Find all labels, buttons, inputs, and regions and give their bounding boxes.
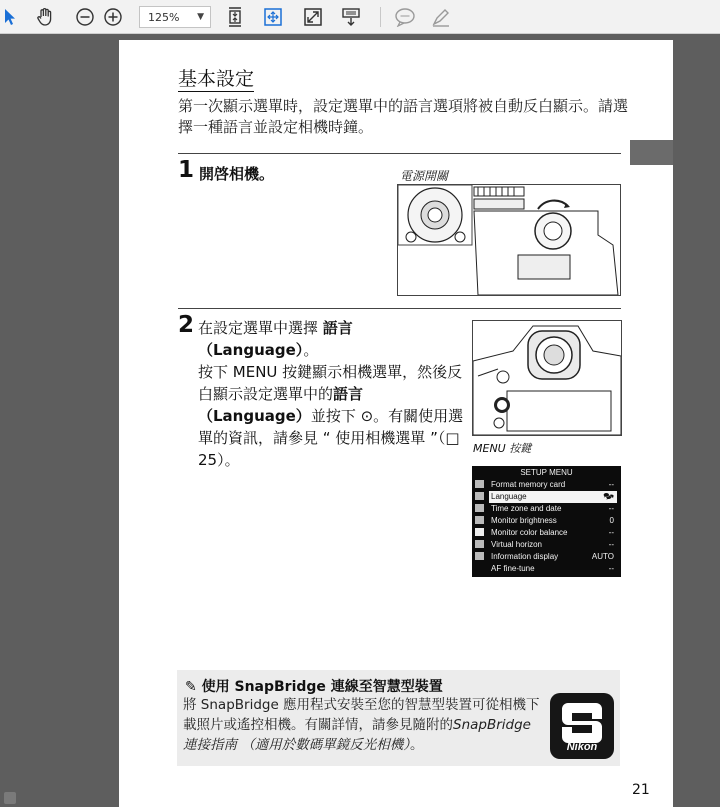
step-2-block	[198, 317, 466, 471]
setup-tab-icon	[475, 528, 484, 536]
menu-row-value: --	[608, 528, 614, 537]
zoom-in-icon[interactable]	[102, 0, 124, 34]
divider	[178, 153, 621, 154]
language-english-bold: （Language）	[198, 341, 304, 359]
note-body	[183, 695, 543, 755]
menu-row	[489, 539, 617, 551]
zoom-out-icon[interactable]	[74, 0, 96, 34]
zoom-select[interactable]	[139, 6, 211, 28]
menu-tab-icon	[475, 492, 484, 500]
snapbridge-note-box	[177, 670, 620, 766]
language-bold-label: 語言	[333, 385, 364, 403]
camera-power-switch-illustration	[397, 184, 621, 296]
step-2-heading-text: 在設定選單中選擇	[198, 319, 319, 337]
step-2-body-text: 並按下 ⊙。有關使用選單的資訊，請參見 “ 使用相機選單 ”（□ 25）。	[198, 407, 464, 469]
step-2-body-text: 按下 MENU 按鍵顯示相機選單，然後反白顯示設定選單中的	[198, 363, 463, 403]
note-body-end: 。	[410, 737, 424, 753]
menu-button-caption: MENU 按鍵	[473, 442, 532, 455]
page-title: 基本設定	[178, 68, 255, 90]
menu-row-label: Language	[491, 492, 527, 501]
menu-row-value: 🗫	[603, 492, 614, 501]
fit-width-icon[interactable]	[262, 0, 284, 34]
full-screen-icon[interactable]	[302, 0, 324, 34]
menu-tab-icon	[475, 540, 484, 548]
menu-row-value: --	[608, 564, 614, 573]
zoom-value: 125%	[148, 10, 180, 24]
step-2-body	[198, 361, 466, 471]
setup-menu-screenshot	[472, 466, 621, 577]
menu-row	[489, 551, 617, 563]
menu-row-label: Format memory card	[491, 480, 566, 489]
snapbridge-logo-icon	[550, 693, 614, 759]
fit-page-icon[interactable]	[224, 0, 246, 34]
note-body-text: 將 SnapBridge 應用程式安裝至您的智慧型裝置可從相機下載照片或遙控相機。有關詳情，請參見隨附的	[183, 697, 540, 733]
step-number: 1	[178, 157, 195, 183]
menu-row-value: --	[608, 540, 614, 549]
menu-row	[489, 503, 617, 515]
scroll-mode-icon[interactable]	[339, 0, 363, 34]
camera-back-illustration	[472, 320, 622, 436]
setup-menu-title: SETUP MENU	[520, 468, 573, 477]
menu-row	[489, 563, 617, 575]
divider	[178, 308, 621, 309]
menu-row-label: Information display	[491, 552, 559, 561]
select-arrow-icon[interactable]	[2, 0, 18, 34]
section-tab-marker	[630, 140, 673, 165]
note-body-italic: SnapBridge 連接指南 （適用於數碼單鏡反光相機）	[183, 717, 531, 753]
menu-row	[489, 515, 617, 527]
menu-row-label: Time zone and date	[491, 504, 562, 513]
menu-row	[489, 479, 617, 491]
menu-row-selected	[489, 491, 617, 503]
toolbar	[0, 0, 720, 34]
menu-row-value: 0	[609, 516, 614, 525]
nikon-logo-text: Nikon	[566, 741, 598, 753]
language-english-bold: （Language）	[198, 407, 311, 425]
menu-tab-icon	[475, 504, 484, 512]
page-number: 21	[632, 782, 650, 798]
hand-tool-icon[interactable]	[33, 0, 57, 34]
note-title	[185, 676, 443, 696]
note-pencil-icon: ✎	[185, 679, 197, 695]
step-2-heading-tail: 。	[303, 341, 319, 359]
note-title-text: 使用 SnapBridge 連線至智慧型裝置	[201, 679, 443, 695]
menu-row-value: --	[608, 480, 614, 489]
intro-paragraph: 第一次顯示選單時，設定選單中的語言選項將被自動反白顯示。請選擇一種語言並設定相機時鐘。	[178, 97, 629, 136]
step-1-text: 開啓相機。	[199, 165, 275, 183]
menu-row	[489, 527, 617, 539]
toolbar-divider	[380, 7, 381, 27]
page-thumbnail-icon[interactable]	[4, 792, 16, 804]
menu-tab-icon	[475, 516, 484, 524]
menu-row-label: Virtual horizon	[491, 540, 542, 549]
menu-tab-icon	[475, 480, 484, 488]
menu-tab-icon	[475, 552, 484, 560]
menu-row-label: Monitor color balance	[491, 528, 568, 537]
chevron-down-icon: ▼	[197, 12, 204, 22]
step-2-heading	[198, 317, 466, 339]
language-bold-label: 語言	[322, 319, 353, 337]
menu-row-value: --	[608, 504, 614, 513]
menu-row-label: Monitor brightness	[491, 516, 557, 525]
menu-row-value: AUTO	[591, 552, 614, 561]
step-number: 2	[178, 312, 195, 338]
comment-icon[interactable]	[393, 0, 417, 34]
power-switch-caption: 電源開關	[400, 169, 449, 183]
menu-row-label: AF fine-tune	[491, 564, 535, 573]
step-2-heading-line2	[198, 339, 466, 361]
highlight-icon[interactable]	[429, 0, 453, 34]
